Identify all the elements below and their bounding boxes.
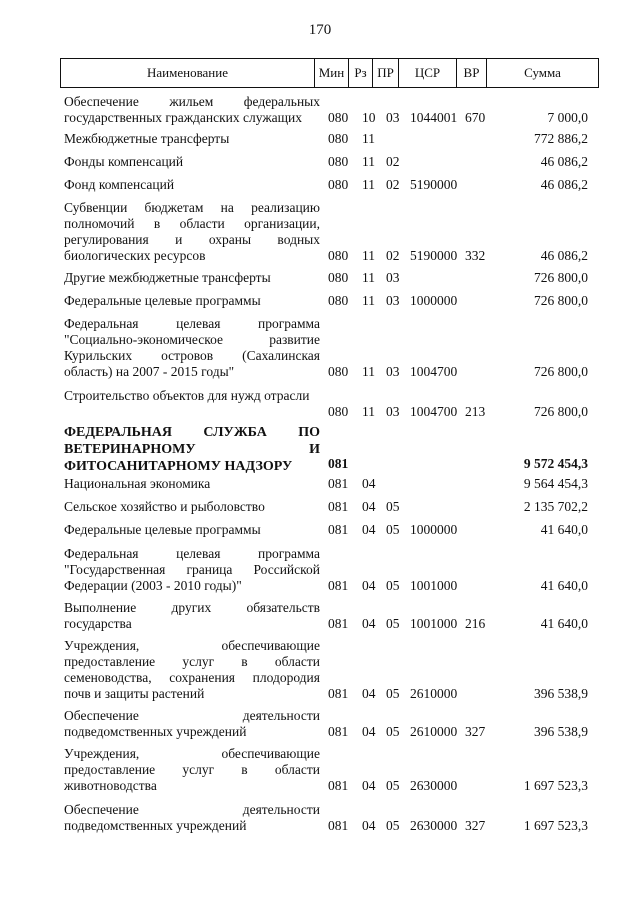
row-csr: 1000000 [410,293,458,308]
row-rz: 11 [362,364,375,379]
row-csr: 5190000 [410,248,458,263]
row-csr: 1001000 [410,616,458,631]
row-pr: 05 [386,522,400,537]
row-csr: 1004700 [410,364,458,379]
table-row [0,388,640,420]
table-header [60,58,599,88]
row-pr: 02 [386,154,400,169]
table-row [0,94,640,126]
row-name: Обеспечение жильем федеральных государственных гражданских служащих [64,94,320,125]
row-rz: 04 [362,724,376,739]
row-pr: 03 [386,404,400,419]
row-min: 080 [328,404,349,419]
row-csr: 1004700 [410,404,458,419]
header-min: Мин [314,59,348,87]
row-vr: 327 [465,724,486,739]
row-pr: 05 [386,818,400,833]
row-pr: 05 [386,778,400,793]
row-csr: 2630000 [410,778,458,793]
row-rz: 04 [362,686,376,701]
row-name: Строительство объектов для нужд отрасли [64,388,310,403]
row-sum: 7 000,0 [547,110,588,125]
row-rz: 04 [362,522,376,537]
row-rz: 04 [362,476,376,491]
row-sum: 46 086,2 [540,154,588,169]
row-name: Федеральные целевые программы [64,293,261,308]
row-csr: 2630000 [410,818,458,833]
row-name: Выполнение других обязательств государства [64,600,320,631]
row-pr: 05 [386,686,400,701]
row-min: 080 [328,293,349,308]
row-csr: 5190000 [410,177,458,192]
table-row [0,746,640,794]
row-sum: 396 538,9 [534,686,588,701]
row-min: 081 [328,616,349,631]
row-min: 081 [328,724,349,739]
row-name: Федеральная целевая программа "Социально-экономическое развитие Курильских островов (Сахалинская область) на 2007 - 2015 годы" [64,316,320,379]
table-row [0,131,640,147]
row-name: Сельское хозяйство и рыболовство [64,499,265,514]
row-sum: 726 800,0 [534,404,588,419]
row-rz: 11 [362,248,375,263]
row-sum: 726 800,0 [534,270,588,285]
row-rz: 11 [362,177,375,192]
row-vr: 216 [465,616,486,631]
row-pr: 05 [386,499,400,514]
row-csr: 1000000 [410,522,458,537]
row-sum: 772 886,2 [534,131,588,146]
header-pr: ПР [372,59,398,87]
table-row [0,200,640,264]
row-name: Фонды компенсаций [64,154,184,169]
row-sum: 1 697 523,3 [523,818,588,833]
table-row [0,600,640,632]
row-min: 081 [328,522,349,537]
row-pr: 03 [386,293,400,308]
row-sum: 726 800,0 [534,364,588,379]
header-sum: Сумма [486,59,598,87]
row-pr: 05 [386,616,400,631]
row-rz: 04 [362,499,376,514]
row-pr: 03 [386,364,400,379]
row-name: Учреждения, обеспечивающие предоставление услуг в области животноводства [64,746,320,793]
row-min: 081 [328,686,349,701]
row-sum: 2 135 702,2 [523,499,588,514]
row-min: 081 [328,578,349,593]
row-sum: 41 640,0 [540,578,588,593]
row-min: 080 [328,364,349,379]
row-name: Учреждения, обеспечивающие предоставление услуг в области семеноводства, сохранения плодородия почв и защиты растений [64,638,320,701]
row-pr: 02 [386,177,400,192]
row-min: 080 [328,270,349,285]
row-min: 081 [328,456,349,471]
row-rz: 04 [362,616,376,631]
row-name: Обеспечение деятельности подведомственных учреждений [64,708,320,739]
table-row [0,708,640,740]
row-csr: 1044001 [410,110,458,125]
row-min: 081 [328,499,349,514]
row-name: Обеспечение деятельности подведомственных учреждений [64,802,320,833]
row-rz: 11 [362,154,375,169]
table-row [0,154,640,170]
row-rz: 04 [362,818,376,833]
row-pr: 05 [386,724,400,739]
row-sum: 1 697 523,3 [523,778,588,793]
row-rz: 04 [362,578,376,593]
row-csr: 1001000 [410,578,458,593]
row-pr: 02 [386,248,400,263]
row-sum: 9 572 454,3 [523,456,588,471]
header-name: Наименование [147,65,228,80]
row-sum: 396 538,9 [534,724,588,739]
row-min: 081 [328,476,349,491]
table-row [0,802,640,834]
row-sum: 9 564 454,3 [523,476,588,491]
header-vr: ВР [456,59,486,87]
table-row [0,638,640,702]
row-min: 080 [328,110,349,125]
table-row [0,270,640,286]
row-sum: 41 640,0 [540,616,588,631]
row-csr: 2610000 [410,724,458,739]
header-csr: ЦСР [398,59,456,87]
row-name: Национальная экономика [64,476,211,491]
table-row [0,424,640,472]
table-row [0,293,640,309]
row-rz: 11 [362,131,375,146]
row-csr: 2610000 [410,686,458,701]
table-row [0,476,640,492]
row-vr: 213 [465,404,486,419]
table-row [0,499,640,515]
row-rz: 11 [362,270,375,285]
row-min: 080 [328,154,349,169]
page-number: 170 [308,22,332,38]
row-name: ФЕДЕРАЛЬНАЯ СЛУЖБА ПО ВЕТЕРИНАРНОМУ И ФИТОСАНИТАРНОМУ НАДЗОРУ [64,425,320,474]
row-vr: 670 [465,110,486,125]
row-rz: 04 [362,778,376,793]
row-sum: 46 086,2 [540,177,588,192]
row-rz: 11 [362,293,375,308]
row-pr: 05 [386,578,400,593]
row-rz: 11 [362,404,375,419]
row-sum: 46 086,2 [540,248,588,263]
row-name: Субвенции бюджетам на реализацию полномочий в области организации, регулирования и охраны водных биологических ресурсов [64,200,320,263]
table-row [0,316,640,380]
row-vr: 327 [465,818,486,833]
row-pr: 03 [386,270,400,285]
row-rz: 10 [362,110,376,125]
table-row [0,522,640,538]
row-name: Федеральная целевая программа "Государственная граница Российской Федерации (2003 - 2010 годы)" [64,546,320,593]
row-name: Фонд компенсаций [64,177,175,192]
row-min: 080 [328,131,349,146]
table-row [0,177,640,193]
row-name: Федеральные целевые программы [64,522,261,537]
header-rz: Рз [348,59,372,87]
row-name: Межбюджетные трансферты [64,131,230,146]
table-row [0,546,640,594]
row-vr: 332 [465,248,486,263]
row-sum: 41 640,0 [540,522,588,537]
row-min: 080 [328,248,349,263]
row-name: Другие межбюджетные трансферты [64,270,271,285]
row-pr: 03 [386,110,400,125]
row-min: 081 [328,818,349,833]
row-min: 081 [328,778,349,793]
row-min: 080 [328,177,349,192]
row-sum: 726 800,0 [534,293,588,308]
